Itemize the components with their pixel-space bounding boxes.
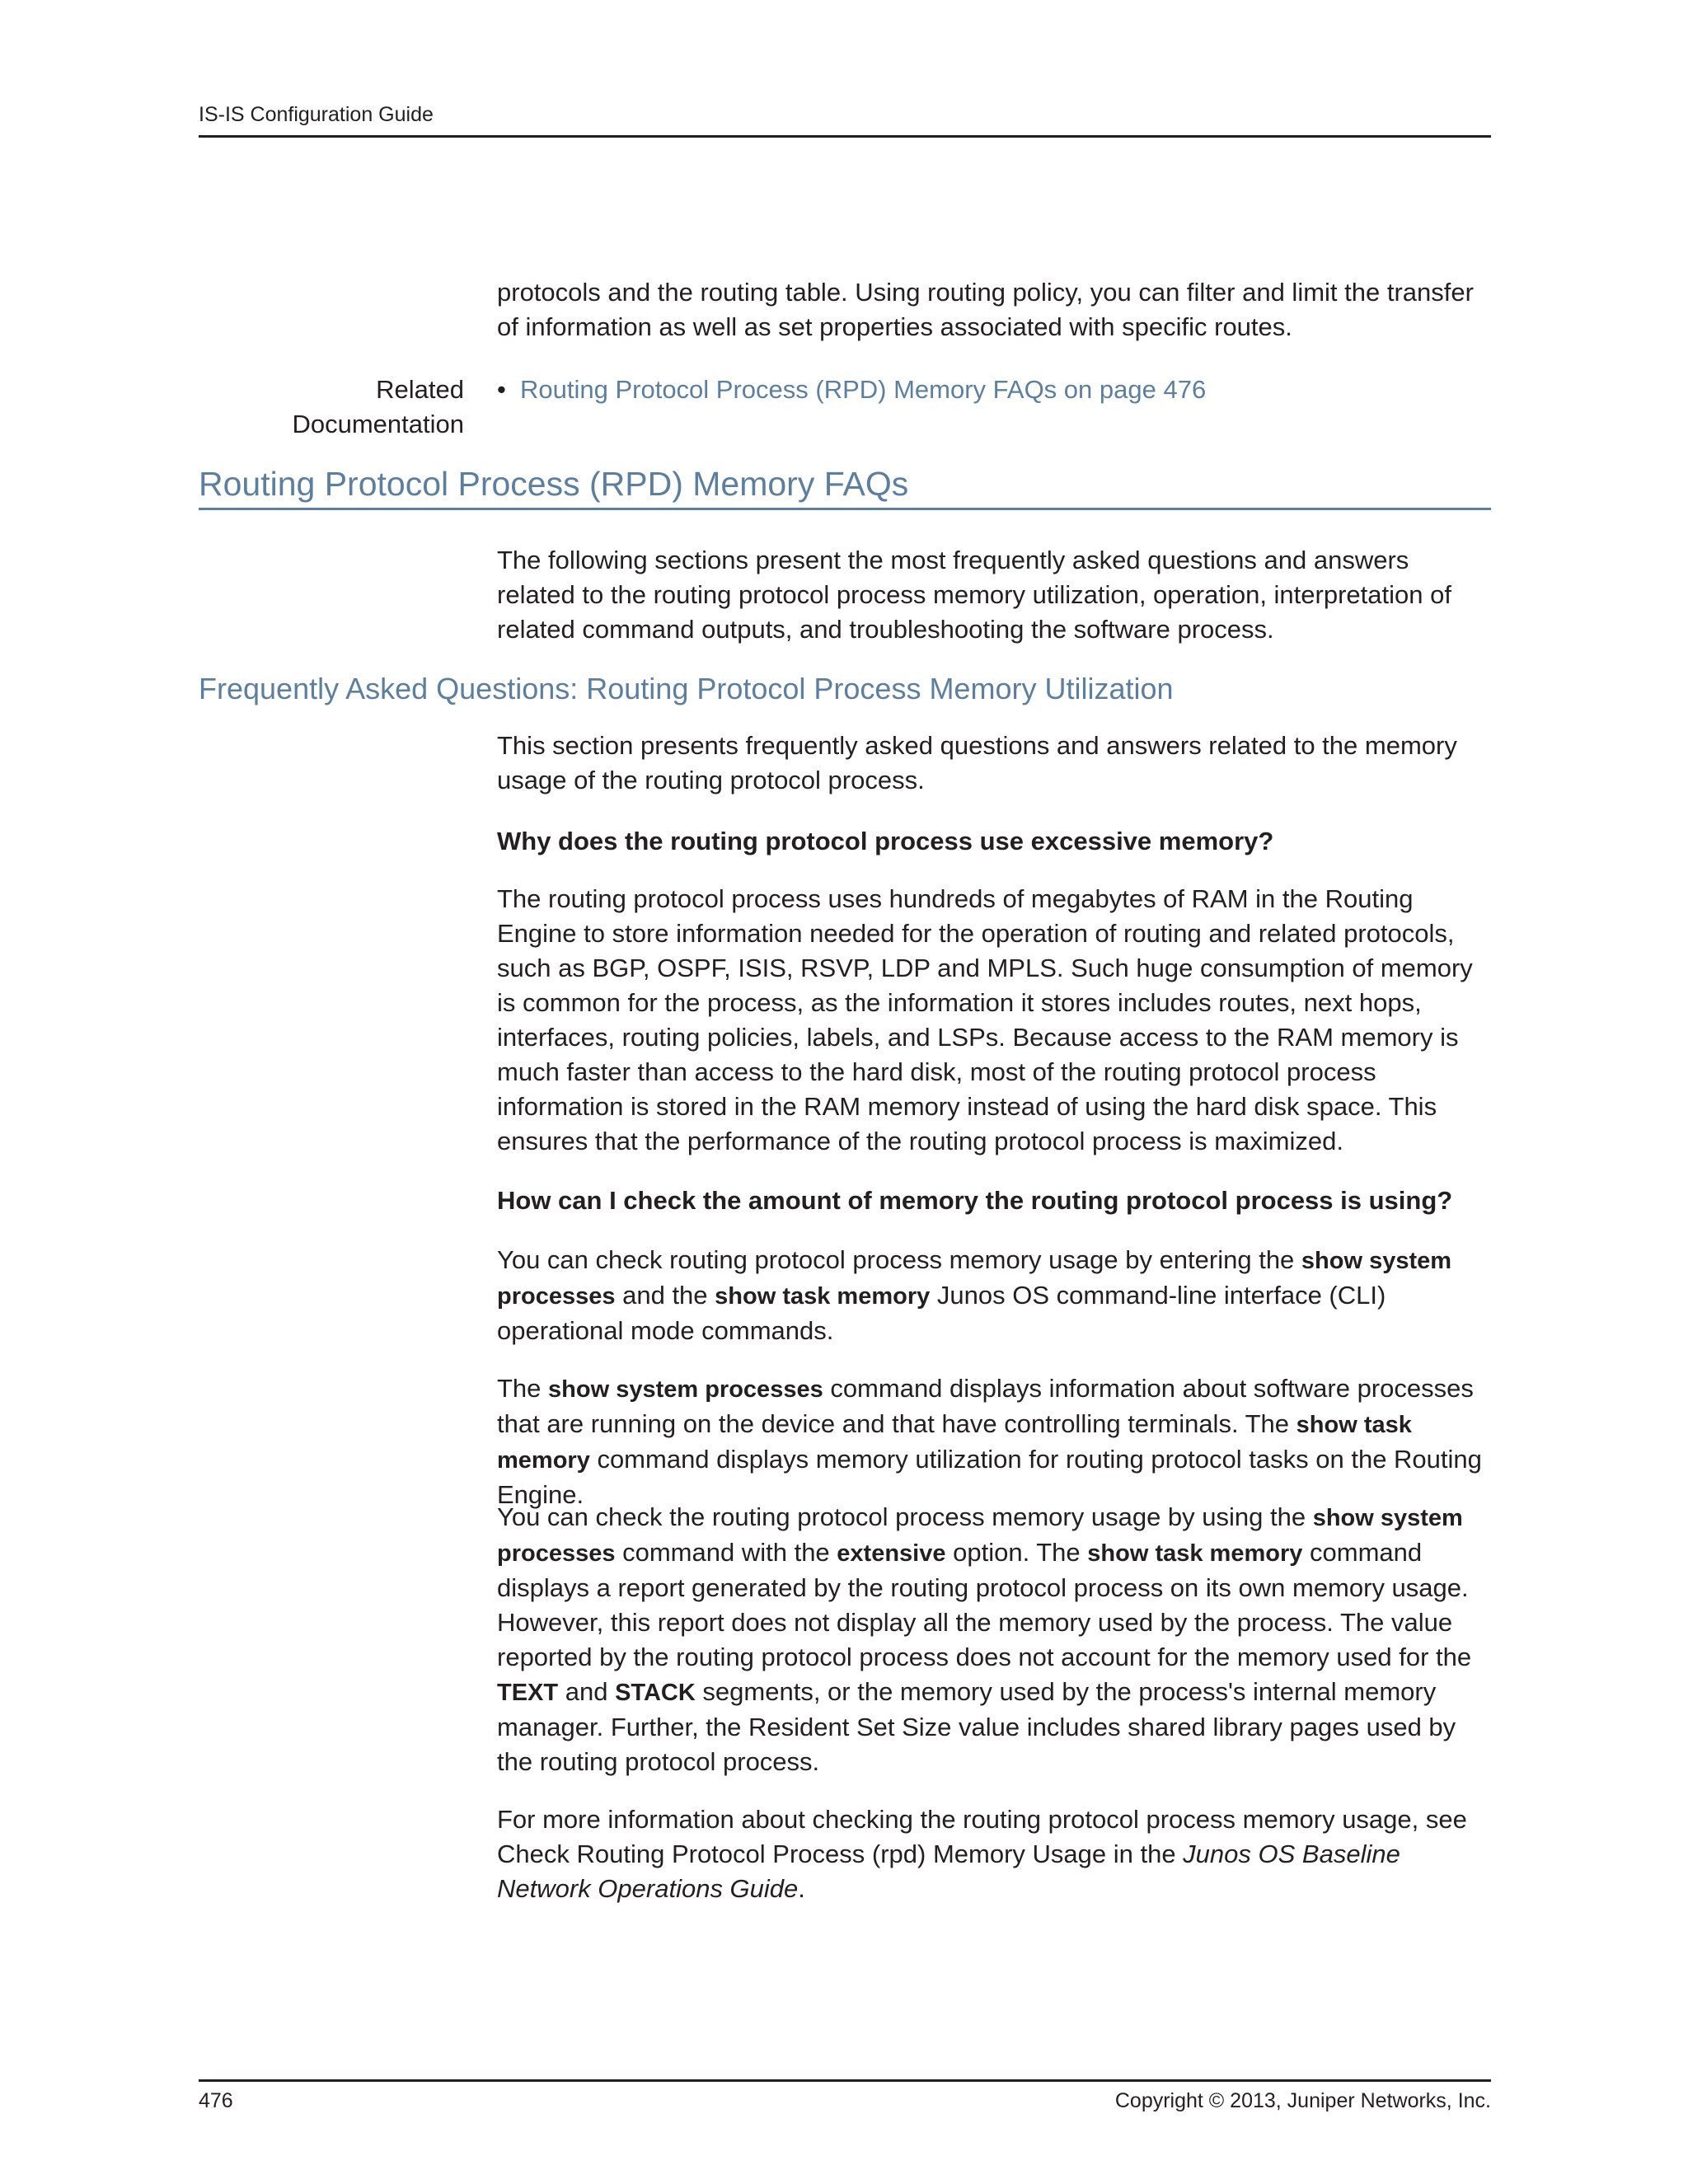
section-intro — [497, 543, 1491, 647]
subsection-intro-text: This section presents frequently asked questions and answers related to the memory usage of the routing protocol process. — [497, 731, 1457, 794]
segment-stack: STACK — [615, 1680, 696, 1706]
answer-1-text: The routing protocol process uses hundreds of megabytes of RAM in the Routing Engine to store information needed for the operation of routing and related protocols, such as BGP, OSPF, ISIS, RSVP, LDP and MPLS. Such huge consumption of memory is common for the process, as the information it stores includes routes, next hops, interfaces, routing policies, labels, and LSPs. Because access to the RAM memory is much faster than access to the hard disk, most of the routing protocol process information is stored in the RAM memory instead of using the hard disk space. This ensures that the performance of the routing protocol process is maximized. — [497, 884, 1473, 1155]
command-show-system-processes: show system processes — [497, 1248, 1452, 1310]
option-extensive: extensive — [837, 1540, 946, 1567]
guide-reference: Junos OS Baseline Network Operations Guide — [497, 1840, 1400, 1903]
related-label: Related — [376, 375, 464, 404]
intro-paragraph — [497, 275, 1491, 344]
documentation-label: Documentation — [292, 410, 464, 438]
command-show-task-memory: show task memory — [715, 1283, 931, 1310]
answer-1 — [497, 882, 1491, 1159]
command-show-task-memory: show task memory — [1087, 1540, 1303, 1567]
command-show-task-memory: show task memory — [497, 1412, 1412, 1474]
question-2 — [497, 1183, 1491, 1218]
running-footer — [199, 2079, 1491, 2115]
subsection-heading: Frequently Asked Questions: Routing Protocol Process Memory Utilization — [199, 672, 1174, 705]
command-show-system-processes: show system processes — [497, 1505, 1463, 1567]
segment-text: TEXT — [497, 1680, 559, 1706]
related-doc-item — [497, 373, 1206, 407]
section-intro-text: The following sections present the most frequently asked questions and answers related to the routing protocol process memory utilization, operation, interpretation of related command outputs, and troubleshooting the software process. — [497, 546, 1451, 644]
answer-2-paragraph-3: You can check the routing protocol process memory usage by using the show system processes command with the extensive option. The show task memory command displays a report generated by the routing protocol process on its own memory usage. However, this report does not display all the memory used by the process. The value reported by the routing protocol process does not account for the memory used for the TEXT and STACK segments, or the memory used by the process's internal memory manager. Further, the Resident Set Size value includes shared library pages used by the routing protocol process. — [497, 1502, 1472, 1776]
guide-title: IS-IS Configuration Guide — [199, 103, 434, 126]
subsection-intro — [497, 729, 1491, 798]
question-1-text: Why does the routing protocol process use excessive memory? — [497, 827, 1274, 855]
copyright: Copyright © 2013, Juniper Networks, Inc. — [1114, 2089, 1491, 2112]
related-doc-link[interactable]: Routing Protocol Process (RPD) Memory FAQs on page 476 — [520, 375, 1207, 404]
section-heading: Routing Protocol Process (RPD) Memory FAQs — [199, 462, 1491, 510]
answer-2-paragraph-2: The show system processes command displays information about software processes that are running on the device and that have controlling terminals. The show task memory command displays memory utilization for routing protocol tasks on the Routing Engine. — [497, 1374, 1482, 1509]
question-2-text: How can I check the amount of memory the routing protocol process is using? — [497, 1186, 1453, 1215]
bullet: • — [497, 375, 506, 404]
question-1 — [497, 824, 1491, 859]
answer-2-paragraph-1: You can check routing protocol process memory usage by entering the show system processes and the show task memory Junos OS command-line interface (CLI) operational mode commands. — [497, 1245, 1452, 1345]
running-header — [199, 102, 1491, 138]
page-number: 476 — [199, 2089, 233, 2112]
answer-2-paragraph-4: For more information about checking the routing protocol process memory usage, see Check Routing Protocol Process (rpd) Memory Usage in the Junos OS Baseline Network Operations Guide. — [497, 1805, 1467, 1903]
command-show-system-processes: show system processes — [548, 1376, 823, 1403]
related-documentation-label — [199, 373, 464, 442]
intro-text: protocols and the routing table. Using routing policy, you can filter and limit the transfer of information as well as set properties associated with specific routes. — [497, 278, 1474, 341]
